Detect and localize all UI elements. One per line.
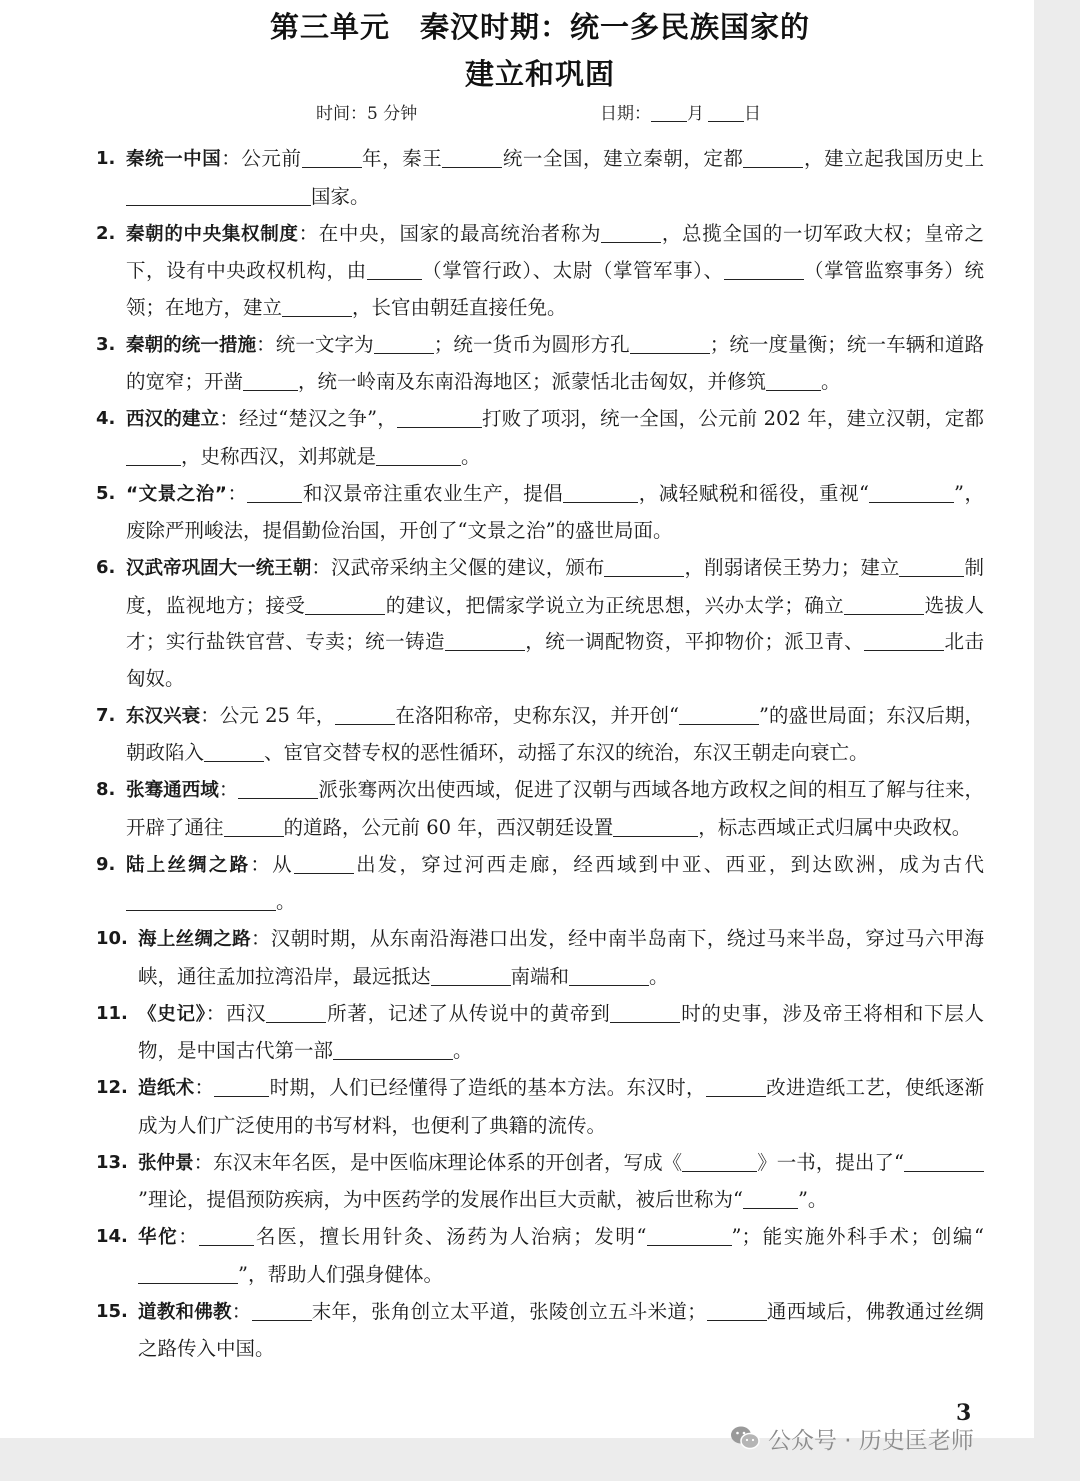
question-number: 2. <box>96 222 116 244</box>
answer-blank[interactable] <box>367 259 422 280</box>
answer-blank[interactable] <box>445 630 525 651</box>
question-text: 时的史事，涉及帝王将相和下层人物，是中国古代第一部 <box>138 1001 984 1062</box>
question-keyword: 秦朝的中央集权制度 <box>126 223 299 245</box>
question-text: ，总揽全国的一切军政大权；皇帝之下，设有中央政权机构，由 <box>126 221 984 282</box>
question-text: ：公元前 <box>221 147 302 170</box>
question-text: 和汉景帝注重农业生产，提倡 <box>302 481 564 505</box>
question-text: 末年，张角创立太平道，张陵创立五斗米道； <box>311 1299 707 1323</box>
date-label: 日期： <box>600 104 651 124</box>
answer-blank[interactable] <box>252 1300 312 1321</box>
question-number: 10. <box>96 928 128 949</box>
watermark <box>730 1420 974 1456</box>
answer-blank[interactable] <box>302 147 362 168</box>
question-number: 7. <box>96 704 116 726</box>
question-text: ，减轻赋税和徭役，重视“ <box>638 481 869 505</box>
question-text: ，史称西汉，刘邦就是 <box>181 444 377 468</box>
question-number: 4. <box>96 408 116 429</box>
question-text: ”理论，提倡预防疾病，为中医药学的发展作出巨大贡献，被后世称为“ <box>138 1188 743 1211</box>
question-text: 改进造纸工艺，使纸逐渐成为人们广泛使用的书写材料，也便利了典籍的流传。 <box>138 1076 984 1137</box>
answer-blank[interactable] <box>724 259 804 280</box>
question-list <box>96 141 984 1368</box>
question-text: 。 <box>821 370 841 393</box>
question-keyword: 西汉的建立 <box>126 409 220 430</box>
question-text: 时期，人们已经懂得了造纸的基本方法。东汉时， <box>269 1076 706 1099</box>
question-text: ”的盛世局面；东汉后期，朝政陷入 <box>126 703 984 764</box>
question-text: ：汉朝时期，从东南沿海港口出发，经中南半岛南下，绕过马来半岛，穿过马六甲海峡，通往孟加拉湾沿岸，最远抵达 <box>138 927 984 988</box>
answer-blank[interactable] <box>766 370 821 391</box>
question-number: 14. <box>96 1226 128 1247</box>
time-label: 时间：5 分钟 <box>316 104 418 124</box>
answer-blank[interactable] <box>138 1263 238 1284</box>
question-text: ，建立起我国历史上 <box>803 147 984 170</box>
answer-blank[interactable] <box>224 816 284 837</box>
question-text: ：从 <box>250 852 294 876</box>
answer-blank[interactable] <box>743 147 803 168</box>
answer-blank[interactable] <box>682 1151 757 1172</box>
answer-blank[interactable] <box>305 594 385 615</box>
answer-blank[interactable] <box>294 853 354 874</box>
question-text: ；统一度量衡；统一车辆和道路的宽窄；开凿 <box>126 332 984 393</box>
question-item <box>96 401 984 475</box>
question-item <box>96 1219 984 1293</box>
question-text: ；统一货币为圆形方孔 <box>433 332 630 356</box>
answer-blank[interactable] <box>238 778 318 799</box>
question-text: ：汉武帝采纳主父偃的建议，颁布 <box>311 556 605 579</box>
question-text: ，削弱诸侯王势力；建立 <box>684 556 900 579</box>
question-keyword: 海上丝绸之路 <box>138 929 251 950</box>
question-keyword: 张仲景 <box>138 1152 194 1174</box>
question-text: ”，废除严刑峻法，提倡勤俭治国，开创了“文景之治”的盛世局面。 <box>126 481 984 542</box>
question-text: ：西汉 <box>205 1001 267 1025</box>
question-number: 11. <box>96 1002 128 1024</box>
answer-blank[interactable] <box>869 482 954 503</box>
question-keyword: 道教和佛教 <box>138 1301 232 1323</box>
question-keyword: 汉武帝巩固大一统王朝 <box>126 558 312 579</box>
question-text: ，统一调配物资，平抑物价；派卫青、 <box>524 630 865 653</box>
answer-blank[interactable] <box>604 556 684 577</box>
answer-blank[interactable] <box>743 1188 798 1209</box>
answer-blank[interactable] <box>707 1300 767 1321</box>
answer-blank[interactable] <box>247 482 302 503</box>
month-label: 月 <box>687 104 704 124</box>
answer-blank[interactable] <box>844 594 924 615</box>
question-text: 选拔人才；实行盐铁官营、专卖；统一铸造 <box>126 593 984 653</box>
question-text: 。 <box>461 444 481 468</box>
day-label: 日 <box>744 104 761 124</box>
question-item <box>96 1070 984 1144</box>
question-text: 。 <box>453 1039 473 1062</box>
question-item <box>96 921 984 995</box>
question-keyword: “文景之治” <box>126 483 227 505</box>
answer-blank[interactable] <box>333 1039 453 1060</box>
question-text: 名医，擅长用针灸、汤药为人治病；发明“ <box>254 1225 647 1248</box>
question-text: 年，秦王 <box>361 147 443 170</box>
question-text: ，统一岭南及东南沿海地区；派蒙恬北击匈奴，并修筑 <box>298 370 767 393</box>
question-text: ，长官由朝廷直接任免。 <box>352 295 567 319</box>
question-number: 6. <box>96 557 116 578</box>
answer-blank[interactable] <box>630 333 710 354</box>
question-text: ：在中央，国家的最高统治者称为 <box>298 221 602 245</box>
answer-blank[interactable] <box>431 965 511 986</box>
question-text: 、宦官交替专权的恶性循环，动摇了东汉的统治，东汉王朝走向衰亡。 <box>264 741 869 764</box>
question-number: 1. <box>96 148 116 169</box>
question-number: 5. <box>96 482 116 504</box>
question-text: 在洛阳称帝，史称东汉，并开创“ <box>395 703 679 727</box>
question-text: 制度，监视地方；接受 <box>126 556 984 617</box>
question-text: 通西域后，佛教通过丝绸之路传入中国。 <box>138 1299 984 1360</box>
question-text: 派张骞两次出使西域，促进了汉朝与西域各地方政权之间的相互了解与往来，开辟了通往 <box>126 778 984 839</box>
answer-blank[interactable] <box>214 1076 269 1097</box>
answer-blank[interactable] <box>376 445 461 466</box>
question-text: ： <box>226 481 248 505</box>
question-keyword: 《史记》 <box>138 1003 206 1025</box>
question-keyword: 华佗 <box>138 1227 179 1248</box>
question-text: 的建议，把儒家学说立为正统思想，兴办太学；确立 <box>385 593 845 617</box>
question-number: 15. <box>96 1300 128 1322</box>
page-number: 3 <box>956 1400 972 1426</box>
watermark-text: 公众号 · 历史匡老师 <box>768 1427 974 1454</box>
answer-blank[interactable] <box>266 1002 326 1023</box>
question-keyword: 陆上丝绸之路 <box>126 854 251 876</box>
answer-blank[interactable] <box>397 407 482 428</box>
answer-blank[interactable] <box>126 445 181 466</box>
question-text: ，标志西域正式归属中央政权。 <box>698 815 972 839</box>
question-text: ： <box>178 1225 200 1248</box>
answer-blank[interactable] <box>204 741 264 762</box>
question-text: 》一书，提出了“ <box>757 1150 904 1174</box>
question-text: 。 <box>649 964 669 988</box>
question-text: （掌管监察事务）统领；在地方，建立 <box>126 259 984 319</box>
answer-blank[interactable] <box>613 816 698 837</box>
month-blank[interactable] <box>651 101 687 122</box>
answer-blank[interactable] <box>199 1225 254 1246</box>
answer-blank[interactable] <box>601 222 661 243</box>
question-text: 。 <box>276 890 296 913</box>
question-keyword: 张骞通西域 <box>126 780 219 801</box>
question-text: ： <box>218 778 239 801</box>
question-item <box>96 550 984 697</box>
question-text: 国家。 <box>311 184 370 208</box>
question-keyword: 秦统一中国 <box>126 149 222 170</box>
question-item <box>96 327 984 401</box>
question-text: 所著，记述了从传说中的黄帝到 <box>326 1001 611 1025</box>
question-text: ：东汉末年名医，是中医临床理论体系的开创者，写成《 <box>193 1150 683 1174</box>
question-item <box>96 1145 984 1219</box>
question-number: 8. <box>96 779 116 800</box>
question-text: 北击匈奴。 <box>126 630 984 690</box>
wechat-icon <box>730 1425 760 1451</box>
question-text: 统一全国，建立秦朝，定都 <box>502 147 744 170</box>
answer-blank[interactable] <box>610 1002 680 1023</box>
answer-blank[interactable] <box>126 890 276 911</box>
question-text: 出发，穿过河西走廊，经西域到中亚、西亚，到达欧洲，成为古代 <box>353 852 984 876</box>
question-text: ”；能实施外科手术；创编“ <box>731 1225 984 1248</box>
answer-blank[interactable] <box>647 1225 732 1246</box>
question-text: 南端和 <box>510 964 570 988</box>
question-text: ”，帮助人们强身健体。 <box>238 1262 443 1286</box>
answer-blank[interactable] <box>563 482 638 503</box>
question-item <box>96 1294 984 1368</box>
question-text: ：经过“楚汉之争”， <box>219 407 397 430</box>
answer-blank[interactable] <box>904 1151 984 1172</box>
answer-blank[interactable] <box>864 630 944 651</box>
question-number: 12. <box>96 1077 128 1098</box>
day-blank[interactable] <box>708 101 744 122</box>
answer-blank[interactable] <box>569 965 649 986</box>
date-field <box>600 99 761 124</box>
question-item <box>96 847 984 921</box>
page-title-line2: 建立和巩固 <box>464 57 615 91</box>
question-number: 13. <box>96 1151 128 1173</box>
question-keyword: 秦朝的统一措施 <box>126 334 257 356</box>
answer-blank[interactable] <box>706 1076 766 1097</box>
question-item <box>96 698 984 772</box>
answer-blank[interactable] <box>335 704 395 725</box>
answer-blank[interactable] <box>899 556 964 577</box>
answer-blank[interactable] <box>126 185 311 206</box>
answer-blank[interactable] <box>374 333 434 354</box>
question-item <box>96 772 984 846</box>
question-text: 的道路，公元前 60 年，西汉朝廷设置 <box>283 815 614 839</box>
page-title: 第三单元 秦汉时期：统一多民族国家的 <box>269 10 810 44</box>
answer-blank[interactable] <box>282 296 352 317</box>
question-keyword: 造纸术 <box>138 1078 195 1099</box>
question-item <box>96 476 984 550</box>
question-number: 9. <box>96 853 116 875</box>
question-text: ：统一文字为 <box>256 332 374 356</box>
question-number: 3. <box>96 333 116 355</box>
question-text: ”。 <box>797 1188 828 1211</box>
question-text: ： <box>194 1076 215 1099</box>
question-text: （掌管行政）、太尉（掌管军事）、 <box>421 259 724 282</box>
question-text: ： <box>231 1299 252 1323</box>
answer-blank[interactable] <box>679 704 759 725</box>
answer-blank[interactable] <box>442 147 502 168</box>
question-keyword: 东汉兴衰 <box>126 705 201 727</box>
question-text: 打败了项羽，统一全国，公元前 202 年，建立汉朝，定都 <box>481 407 984 430</box>
question-item <box>96 996 984 1070</box>
answer-blank[interactable] <box>243 370 298 391</box>
question-item <box>96 216 984 327</box>
question-text: ：公元 25 年， <box>200 703 336 727</box>
question-item <box>96 141 984 215</box>
